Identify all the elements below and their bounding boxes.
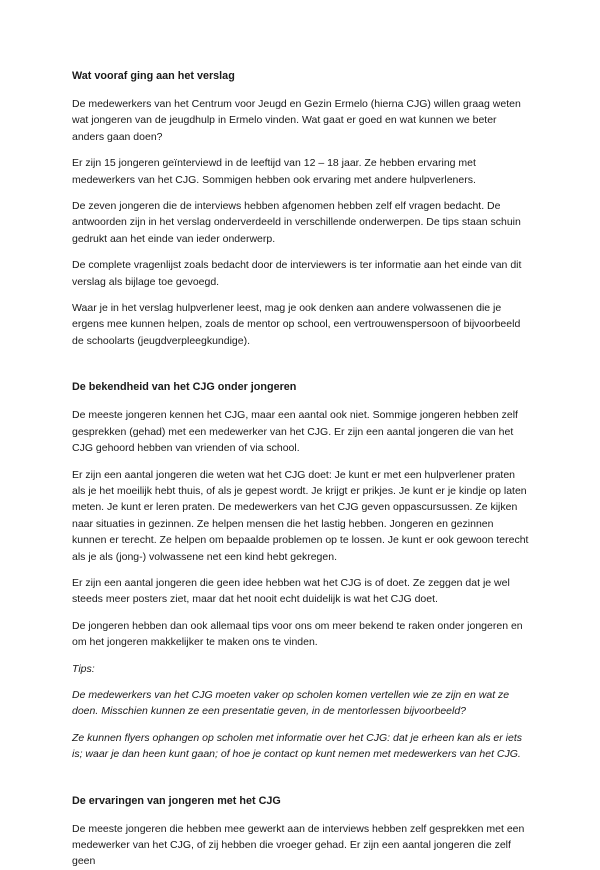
tip-item: Ze kunnen flyers ophangen op scholen met informatie over het CJG: dat je erheen kan als er iets is; waar je dan heen kunt gaan; of hoe je contact op kunt nemen met medewerkers van het CJG.: [72, 731, 523, 761]
paragraph: De meeste jongeren kennen het CJG, maar een aantal ook niet. Sommige jongeren hebben zelf gesprekken (gehad) met een medewerker van het CJG. Er zijn een aantal jongeren die van het CJG gehoord hebben van vrienden of via school.: [72, 409, 518, 455]
section-heading: De ervaringen van jongeren met het CJG: [72, 794, 281, 807]
section-heading: De bekendheid van het CJG onder jongeren: [72, 381, 297, 394]
paragraph: De complete vragenlijst zoals bedacht door de interviewers is ter informatie aan het einde van dit verslag als bijlage toe gevoegd.: [72, 259, 522, 288]
section-ervaringen: [72, 793, 530, 870]
section-wat-vooraf: [72, 68, 530, 349]
tips-label: Tips:: [72, 662, 95, 675]
document-body: [72, 68, 530, 870]
paragraph: De medewerkers van het Centrum voor Jeugd en Gezin Ermelo (hierna CJG) willen graag weten wat jongeren van de jeugdhulp in Ermelo vinden. Wat gaat er goed en wat kunnen we beter anders gaan doen?: [72, 98, 521, 143]
paragraph: Waar je in het verslag hulpverlener leest, mag je ook denken aan andere volwassenen die je ergens mee kunnen helpen, zoals de mentor op school, een vertrouwenspersoon of bijvoorbeeld de schoolarts (jeugdverpleegkundige).: [72, 302, 521, 347]
paragraph: De meeste jongeren die hebben mee gewerkt aan de interviews hebben zelf gesprekken met een medewerker van het CJG, of zij hebben die vroeger gehad. Er zijn een aantal jongeren die zelf geen: [72, 822, 525, 868]
tip-item: De medewerkers van het CJG moeten vaker op scholen komen vertellen wie ze zijn en wat ze doen. Misschien kunnen ze een presentatie geven, in de mentorlessen bijvoorbeeld?: [72, 688, 510, 718]
paragraph: Er zijn 15 jongeren geïnterviewd in de leeftijd van 12 – 18 jaar. Ze hebben ervaring met medewerkers van het CJG. Sommigen hebben ook ervaring met andere hulpverleners.: [72, 157, 476, 186]
paragraph: De jongeren hebben dan ook allemaal tips voor ons om meer bekend te raken onder jongeren en om het jongeren makkelijker te maken ons te vinden.: [72, 619, 523, 649]
paragraph: De zeven jongeren die de interviews hebben afgenomen hebben zelf elf vragen bedacht. De antwoorden zijn in het verslag onderverdeeld in verschillende onderwerpen. De tips staan schuin gedrukt aan het einde van ieder onderwerp.: [72, 200, 521, 245]
section-heading: Wat vooraf ging aan het verslag: [72, 70, 235, 82]
paragraph: Er zijn een aantal jongeren die weten wat het CJG doet: Je kunt er met een hulpverlener praten als je het moeilijk hebt thuis, of als je gepest wordt. Je krijgt er prikjes. Je kunt er je kindje op laten meten. Je kunt er leren praten. De medewerkers van het CJG geven oppascursussen. Ze kijken naar situaties in gezinnen. Ze helpen mensen die het lastig hebben. Jongeren en gezinnen kunnen er terecht. Ze helpen om bepaalde problemen op te lossen. Je kunt er ook gewoon terecht als je als (jong-) volwassene net een kind hebt gekregen.: [72, 468, 529, 563]
paragraph: Er zijn een aantal jongeren die geen idee hebben wat het CJG is of doet. Ze zeggen dat je wel steeds meer posters ziet, maar dat het nooit echt duidelijk is wat het CJG doet.: [72, 576, 510, 606]
section-bekendheid: [72, 379, 530, 762]
